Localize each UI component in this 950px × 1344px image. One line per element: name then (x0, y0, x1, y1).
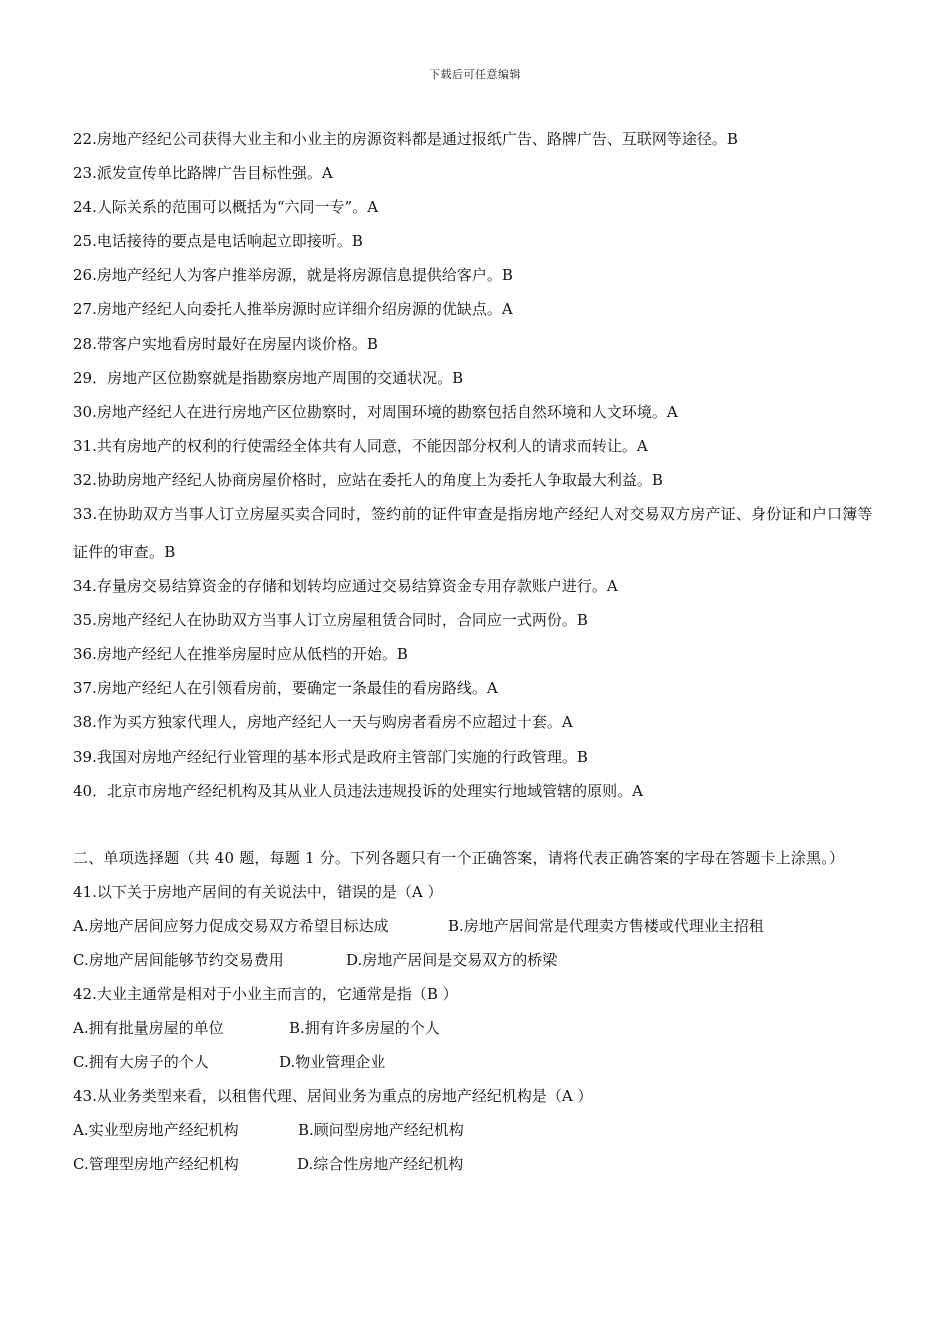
tf-item-28: 28.带客户实地看房时最好在房屋内谈价格。B (73, 334, 378, 353)
tf-item-32: 32.协助房地产经纪人协商房屋价格时，应站在委托人的角度上为委托人争取最大利益。B (73, 470, 663, 489)
mc-42-option-a: A.拥有批量房屋的单位 (73, 1019, 224, 1038)
tf-item-38: 38.作为买方独家代理人，房地产经纪人一天与购房者看房不应超过十套。A (73, 713, 573, 732)
page-header: 下载后可任意编辑 (429, 68, 521, 81)
mc-43-option-d: D.综合性房地产经纪机构 (297, 1155, 464, 1174)
mc-41-option-b: B.房地产居间常是代理卖方售楼或代理业主招租 (448, 916, 764, 935)
section-2-heading: 二、单项选择题（共 40 题，每题 1 分。下列各题只有一个正确答案，请将代表正确答案的字母在答题卡上涂黑。） (73, 848, 845, 867)
mc-question-42: 42.大业主通常是相对于小业主而言的，它通常是指（B ） (73, 984, 458, 1003)
tf-item-26: 26.房地产经纪人为客户推举房源，就是将房源信息提供给客户。B (73, 266, 513, 285)
mc-41-option-c: C.房地产居间能够节约交易费用 (73, 950, 284, 969)
mc-43-option-a: A.实业型房地产经纪机构 (73, 1121, 239, 1140)
mc-42-option-b: B.拥有许多房屋的个人 (289, 1019, 440, 1038)
tf-item-35: 35.房地产经纪人在协助双方当事人订立房屋租赁合同时，合同应一式两份。B (73, 611, 588, 630)
tf-item-22: 22.房地产经纪公司获得大业主和小业主的房源资料都是通过报纸广告、路牌广告、互联网等途径。B (73, 130, 738, 148)
mc-question-41: 41.以下关于房地产居间的有关说法中，错误的是（A ） (73, 882, 443, 901)
mc-41-options-row-1 (73, 909, 881, 943)
tf-item-37: 37.房地产经纪人在引领看房前，要确定一条最佳的看房路线。A (73, 679, 498, 698)
mc-41-option-a: A.房地产居间应努力促成交易双方希望目标达成 (73, 916, 389, 935)
mc-41-option-d: D.房地产居间是交易双方的桥梁 (346, 950, 558, 969)
mc-42-options-row-2 (73, 1045, 881, 1079)
tf-item-30: 30.房地产经纪人在进行房地产区位勘察时，对周围环境的勘察包括自然环境和人文环境。A (73, 402, 678, 421)
tf-item-36: 36.房地产经纪人在推举房屋时应从低档的开始。B (73, 645, 408, 664)
tf-item-40: 40．北京市房地产经纪机构及其从业人员违法违规投诉的处理实行地域管辖的原则。A (73, 781, 643, 800)
tf-item-34: 34.存量房交易结算资金的存储和划转均应通过交易结算资金专用存款账户进行。A (73, 577, 618, 596)
mc-43-options-row-2 (73, 1147, 881, 1181)
tf-item-27: 27.房地产经纪人向委托人推举房源时应详细介绍房源的优缺点。A (73, 300, 513, 319)
tf-item-29: 29．房地产区位勘察就是指勘察房地产周围的交通状况。B (73, 368, 464, 387)
tf-item-39: 39.我国对房地产经纪行业管理的基本形式是政府主管部门实施的行政管理。B (73, 747, 588, 766)
tf-item-24: 24.人际关系的范围可以概括为“六同一专”。A (73, 198, 379, 217)
mc-43-option-c: C.管理型房地产经纪机构 (73, 1155, 239, 1174)
mc-42-option-c: C.拥有大房子的个人 (73, 1053, 209, 1072)
mc-43-options-row-1 (73, 1113, 881, 1147)
tf-item-33: 33.在协助双方当事人订立房屋买卖合同时，签约前的证件审查是指房地产经纪人对交易双方房产证、身份证和户口簿等证件的审查。B (73, 505, 873, 562)
section-spacer (73, 808, 881, 841)
mc-42-options-row-1 (73, 1011, 881, 1045)
document-body (73, 122, 881, 1182)
tf-item-23: 23.派发宣传单比路牌广告目标性强。A (73, 164, 333, 183)
tf-item-25: 25.电话接待的要点是电话响起立即接听。B (73, 232, 363, 251)
mc-42-option-d: D.物业管理企业 (279, 1053, 386, 1072)
mc-question-43: 43.从业务类型来看，以租售代理、居间业务为重点的房地产经纪机构是（A ） (73, 1087, 593, 1106)
tf-item-31: 31.共有房地产的权利的行使需经全体共有人同意，不能因部分权利人的请求而转让。A (73, 436, 648, 455)
mc-43-option-b: B.顾问型房地产经纪机构 (298, 1121, 464, 1140)
mc-41-options-row-2 (73, 943, 881, 977)
